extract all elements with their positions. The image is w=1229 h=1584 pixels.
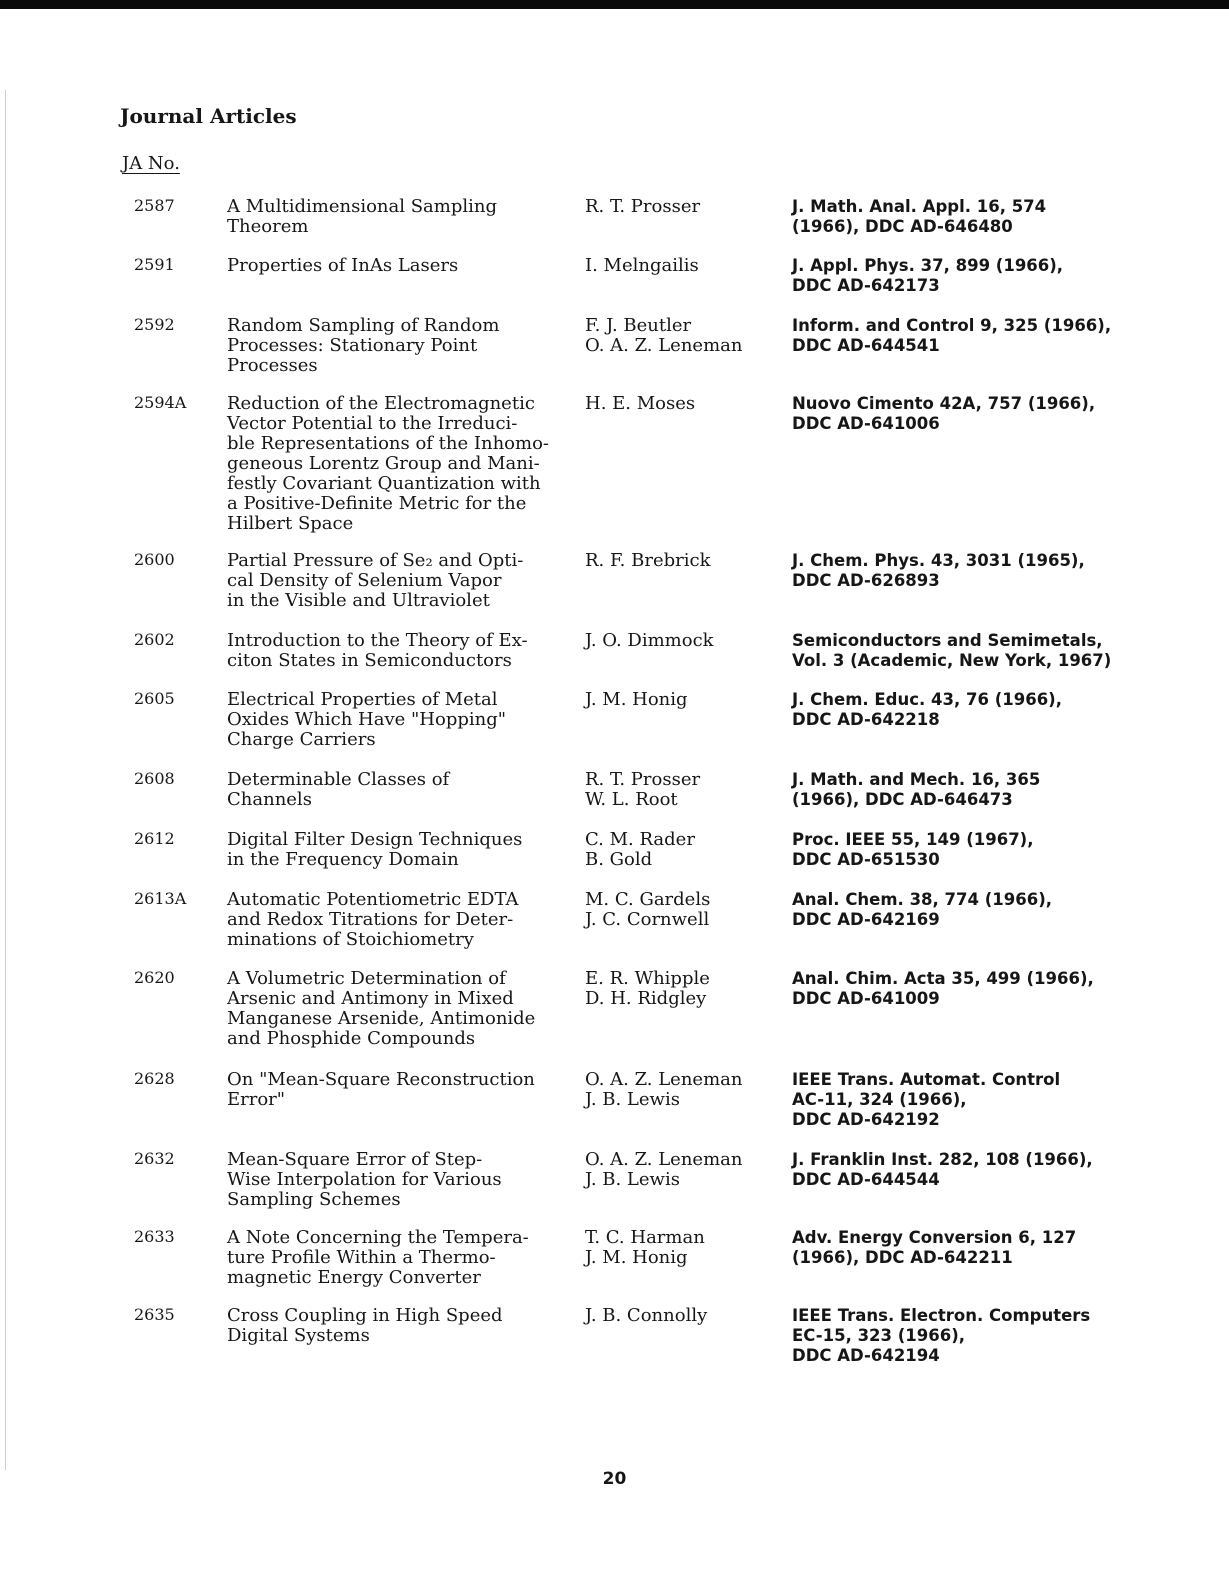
ja-number: 2635 bbox=[134, 1305, 175, 1324]
article-title: Mean-Square Error of Step- Wise Interpolation for Various Sampling Schemes bbox=[227, 1149, 502, 1210]
article-title: Electrical Properties of Metal Oxides Which Have "Hopping" Charge Carriers bbox=[227, 689, 507, 750]
article-authors: R. F. Brebrick bbox=[585, 550, 711, 571]
ja-number: 2592 bbox=[134, 315, 175, 334]
article-title: Automatic Potentiometric EDTA and Redox Titrations for Deter- minations of Stoichiometry bbox=[227, 889, 519, 950]
article-citation: J. Math. and Mech. 16, 365 (1966), DDC AD-646473 bbox=[792, 770, 1041, 809]
ja-number: 2612 bbox=[134, 829, 175, 848]
article-citation: Anal. Chem. 38, 774 (1966), DDC AD-642169 bbox=[792, 890, 1053, 929]
article-title: A Note Concerning the Tempera- ture Profile Within a Thermo- magnetic Energy Converter bbox=[227, 1227, 529, 1288]
article-citation: Semiconductors and Semimetals, Vol. 3 (Academic, New York, 1967) bbox=[792, 631, 1112, 670]
article-title: Introduction to the Theory of Ex- citon States in Semiconductors bbox=[227, 630, 528, 671]
article-citation: Inform. and Control 9, 325 (1966), DDC AD-644541 bbox=[792, 316, 1112, 355]
page-number: 20 bbox=[602, 1469, 627, 1489]
section-title: Journal Articles bbox=[120, 104, 297, 128]
article-authors: F. J. Beutler O. A. Z. Leneman bbox=[585, 315, 743, 356]
article-citation: J. Chem. Phys. 43, 3031 (1965), DDC AD-626893 bbox=[792, 551, 1085, 590]
article-citation: Anal. Chim. Acta 35, 499 (1966), DDC AD-641009 bbox=[792, 969, 1094, 1008]
article-authors: H. E. Moses bbox=[585, 393, 696, 414]
top-rule bbox=[0, 0, 1229, 9]
article-authors: E. R. Whipple D. H. Ridgley bbox=[585, 968, 710, 1009]
article-authors: M. C. Gardels J. C. Cornwell bbox=[585, 889, 711, 930]
article-authors: J. M. Honig bbox=[585, 689, 688, 710]
article-authors: O. A. Z. Leneman J. B. Lewis bbox=[585, 1149, 743, 1190]
ja-number: 2587 bbox=[134, 196, 175, 215]
ja-number-header: JA No. bbox=[122, 153, 180, 174]
ja-number: 2591 bbox=[134, 255, 175, 274]
article-authors: T. C. Harman J. M. Honig bbox=[585, 1227, 705, 1268]
article-citation: J. Franklin Inst. 282, 108 (1966), DDC AD-644544 bbox=[792, 1150, 1093, 1189]
ja-number: 2608 bbox=[134, 769, 175, 788]
article-title: Digital Filter Design Techniques in the Frequency Domain bbox=[227, 829, 523, 870]
ja-number: 2605 bbox=[134, 689, 175, 708]
article-title: Reduction of the Electromagnetic Vector Potential to the Irreduci- ble Representations of the Inhomo- geneous Lorentz Group and Mani- festly Covariant Quantization with a Positive-Definite Metric for the Hilbert Space bbox=[227, 393, 550, 534]
article-authors: J. O. Dimmock bbox=[585, 630, 714, 651]
article-citation: Proc. IEEE 55, 149 (1967), DDC AD-651530 bbox=[792, 830, 1034, 869]
ja-number: 2620 bbox=[134, 968, 175, 987]
article-authors: C. M. Rader B. Gold bbox=[585, 829, 695, 870]
ja-number: 2613A bbox=[134, 889, 187, 908]
ja-number: 2633 bbox=[134, 1227, 175, 1246]
ja-number: 2628 bbox=[134, 1069, 175, 1088]
article-title: A Multidimensional Sampling Theorem bbox=[227, 196, 497, 237]
article-citation: J. Math. Anal. Appl. 16, 574 (1966), DDC AD-646480 bbox=[792, 197, 1047, 236]
article-authors: O. A. Z. Leneman J. B. Lewis bbox=[585, 1069, 743, 1110]
article-citation: IEEE Trans. Automat. Control AC-11, 324 (1966), DDC AD-642192 bbox=[792, 1070, 1061, 1129]
ja-number: 2600 bbox=[134, 550, 175, 569]
article-citation: J. Chem. Educ. 43, 76 (1966), DDC AD-642218 bbox=[792, 690, 1062, 729]
article-authors: R. T. Prosser bbox=[585, 196, 701, 217]
ja-number: 2602 bbox=[134, 630, 175, 649]
article-citation: Adv. Energy Conversion 6, 127 (1966), DDC AD-642211 bbox=[792, 1228, 1077, 1267]
left-margin-rule bbox=[5, 90, 6, 1470]
article-title: Random Sampling of Random Processes: Stationary Point Processes bbox=[227, 315, 500, 376]
article-authors: I. Melngailis bbox=[585, 255, 699, 276]
article-title: Cross Coupling in High Speed Digital Systems bbox=[227, 1305, 503, 1346]
article-authors: R. T. Prosser W. L. Root bbox=[585, 769, 701, 810]
ja-number: 2594A bbox=[134, 393, 187, 412]
article-title: A Volumetric Determination of Arsenic and Antimony in Mixed Manganese Arsenide, Antimonide and Phosphide Compounds bbox=[227, 968, 536, 1049]
article-citation: J. Appl. Phys. 37, 899 (1966), DDC AD-642173 bbox=[792, 256, 1064, 295]
ja-number: 2632 bbox=[134, 1149, 175, 1168]
article-citation: Nuovo Cimento 42A, 757 (1966), DDC AD-641006 bbox=[792, 394, 1096, 433]
article-title: On "Mean-Square Reconstruction Error" bbox=[227, 1069, 535, 1110]
article-citation: IEEE Trans. Electron. Computers EC-15, 323 (1966), DDC AD-642194 bbox=[792, 1306, 1091, 1365]
article-authors: J. B. Connolly bbox=[585, 1305, 708, 1326]
article-title: Properties of InAs Lasers bbox=[227, 255, 459, 276]
article-title: Partial Pressure of Se₂ and Opti- cal Density of Selenium Vapor in the Visible and Ultraviolet bbox=[227, 550, 524, 611]
article-title: Determinable Classes of Channels bbox=[227, 769, 450, 810]
